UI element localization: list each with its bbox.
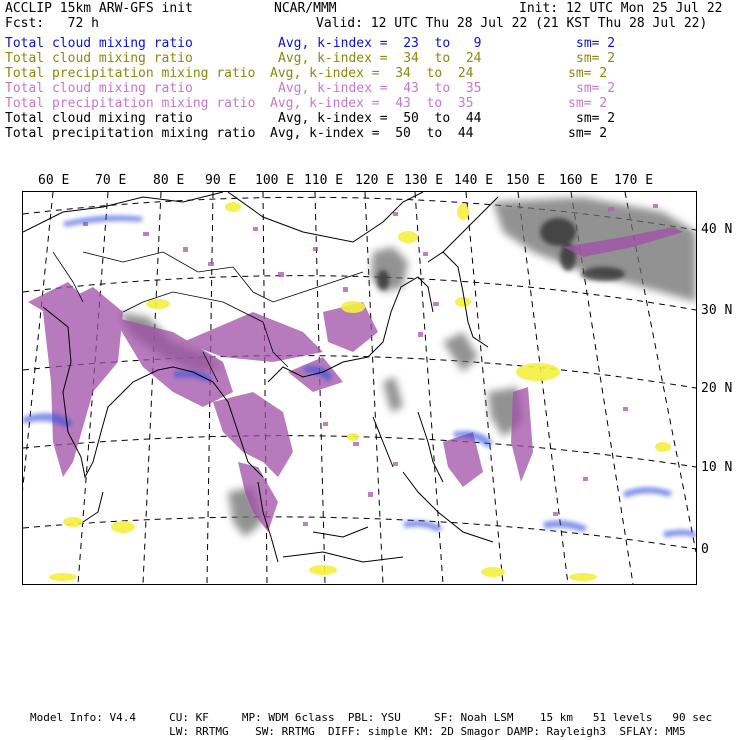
field-5-avg: Avg, k-index = 50 to 44 xyxy=(278,111,482,126)
field-0-sm: sm= 2 xyxy=(576,36,616,51)
field-2-name: Total precipitation mixing ratio xyxy=(5,66,256,81)
field-6-sm: sm= 2 xyxy=(568,126,608,141)
lon-label: 90 E xyxy=(205,173,237,188)
field-6-name: Total precipitation mixing ratio xyxy=(5,126,256,141)
lon-label: 120 E xyxy=(355,173,395,188)
forecast-map xyxy=(22,191,697,585)
model-info-line2: LW: RRTMG SW: RRTMG DIFF: simple KM: 2D Smagor DAMP: Rayleigh3 SFLAY: MM5 xyxy=(30,725,686,738)
field-4-avg: Avg, k-index = 43 to 35 xyxy=(270,96,474,111)
lat-label: 30 N xyxy=(701,303,733,318)
field-2-avg: Avg, k-index = 34 to 24 xyxy=(270,66,474,81)
field-5-name: Total cloud mixing ratio xyxy=(5,111,193,126)
org-label: NCAR/MMM xyxy=(274,1,337,16)
field-4-sm: sm= 2 xyxy=(568,96,608,111)
field-3-name: Total cloud mixing ratio xyxy=(5,81,193,96)
field-0-avg: Avg, k-index = 23 to 9 xyxy=(278,36,482,51)
valid-time: Valid: 12 UTC Thu 28 Jul 22 (21 KST Thu 28 Jul 22) xyxy=(316,16,708,31)
lat-label: 20 N xyxy=(701,381,733,396)
lon-label: 110 E xyxy=(304,173,344,188)
lon-label: 170 E xyxy=(614,173,654,188)
lat-label: 40 N xyxy=(701,222,733,237)
field-6-avg: Avg, k-index = 50 to 44 xyxy=(270,126,474,141)
field-0-name: Total cloud mixing ratio xyxy=(5,36,193,51)
lon-label: 160 E xyxy=(559,173,599,188)
field-3-sm: sm= 2 xyxy=(576,81,616,96)
lon-label: 80 E xyxy=(153,173,185,188)
lat-label: 0 xyxy=(701,542,709,557)
init-time: Init: 12 UTC Mon 25 Jul 22 xyxy=(519,1,723,16)
lon-label: 100 E xyxy=(255,173,295,188)
field-3-avg: Avg, k-index = 43 to 35 xyxy=(278,81,482,96)
lat-label: 10 N xyxy=(701,460,733,475)
field-1-name: Total cloud mixing ratio xyxy=(5,51,193,66)
field-4-name: Total precipitation mixing ratio xyxy=(5,96,256,111)
map-canvas xyxy=(23,192,696,584)
lon-label: 60 E xyxy=(38,173,70,188)
field-5-sm: sm= 2 xyxy=(576,111,616,126)
forecast-hour: Fcst: 72 h xyxy=(5,16,99,31)
field-2-sm: sm= 2 xyxy=(568,66,608,81)
model-info-line1: Model Info: V4.4 CU: KF MP: WDM 6class PBL: YSU SF: Noah LSM 15 km 51 levels 90 sec xyxy=(30,711,713,724)
model-title: ACCLIP 15km ARW-GFS init xyxy=(5,1,193,16)
lon-label: 150 E xyxy=(506,173,546,188)
lon-label: 70 E xyxy=(95,173,127,188)
lon-label: 130 E xyxy=(404,173,444,188)
field-1-avg: Avg, k-index = 34 to 24 xyxy=(278,51,482,66)
lon-label: 140 E xyxy=(454,173,494,188)
field-1-sm: sm= 2 xyxy=(576,51,616,66)
